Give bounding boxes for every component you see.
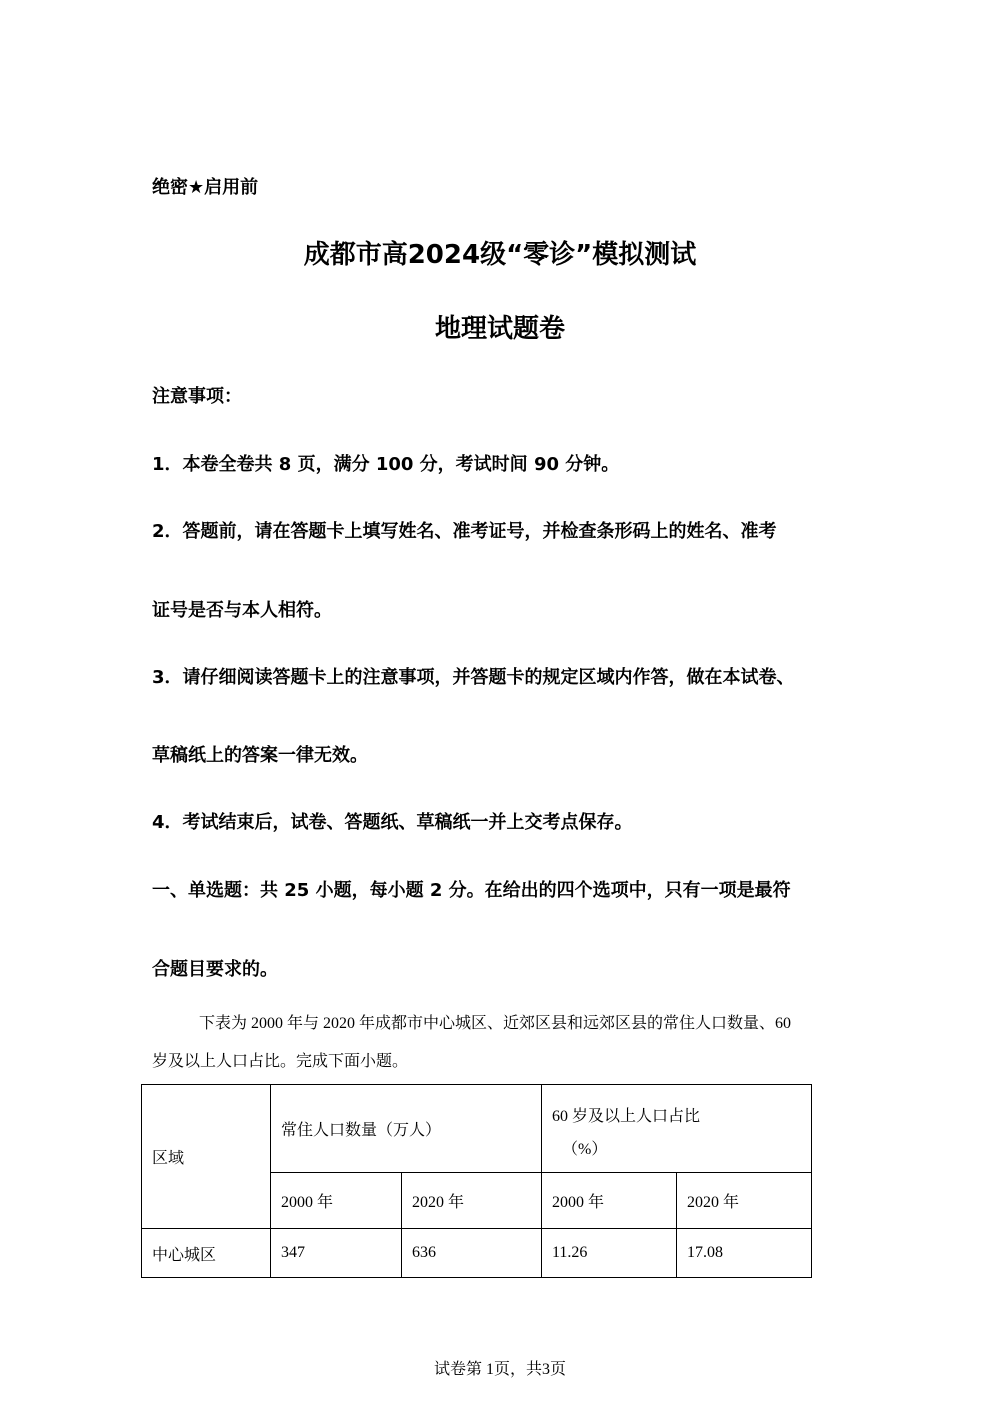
cell-pop-2000: 347 xyxy=(271,1229,402,1278)
header-elderly-share xyxy=(542,1085,812,1173)
cell-pct-2000: 11.26 xyxy=(542,1229,677,1278)
header-population: 常住人口数量（万人） xyxy=(271,1085,542,1173)
section-heading-line-2: 合题目要求的。 xyxy=(152,959,278,980)
notice-item-2-line-1: 2．答题前，请在答题卡上填写姓名、准考证号，并检查条形码上的姓名、准考 xyxy=(152,521,777,542)
notice-item-3-line-1: 3．请仔细阅读答题卡上的注意事项，并答题卡的规定区域内作答，做在本试卷、 xyxy=(152,667,795,688)
header-pct-2000: 2000 年 xyxy=(542,1173,677,1229)
confidential-label: 绝密★启用前 xyxy=(152,177,259,198)
table-row xyxy=(142,1229,812,1278)
table-header-row xyxy=(142,1085,812,1173)
exam-subtitle: 地理试题卷 xyxy=(434,314,565,344)
page-footer: 试卷第 1页，共3页 xyxy=(433,1361,566,1378)
header-pop-2020: 2020 年 xyxy=(402,1173,542,1229)
header-elderly-unit: （%） xyxy=(562,1141,608,1158)
header-elderly-label: 60 岁及以上人口占比 xyxy=(552,1108,701,1125)
notice-item-2-line-2: 证号是否与本人相符。 xyxy=(152,600,332,621)
notice-item-1: 1．本卷全卷共 8 页，满分 100 分，考试时间 90 分钟。 xyxy=(152,454,620,475)
cell-pop-2020: 636 xyxy=(402,1229,542,1278)
question-intro-line-2: 岁及以上人口占比。完成下面小题。 xyxy=(152,1053,409,1070)
cell-region: 中心城区 xyxy=(142,1229,271,1278)
section-heading-line-1: 一、单选题：共 25 小题，每小题 2 分。在给出的四个选项中，只有一项是最符 xyxy=(152,880,791,901)
header-region: 区域 xyxy=(142,1085,271,1229)
cell-pct-2020: 17.08 xyxy=(677,1229,812,1278)
notice-heading: 注意事项： xyxy=(152,386,242,407)
exam-title: 成都市高2024级“零诊”模拟测试 xyxy=(303,240,697,270)
header-pct-2020: 2020 年 xyxy=(677,1173,812,1229)
header-pop-2000: 2000 年 xyxy=(271,1173,402,1229)
question-intro-line-1: 下表为 2000 年与 2020 年成都市中心城区、近郊区县和远郊区县的常住人口数量、60 xyxy=(199,1015,792,1032)
notice-item-3-line-2: 草稿纸上的答案一律无效。 xyxy=(152,745,368,766)
population-table xyxy=(141,1084,812,1278)
notice-item-4: 4．考试结束后，试卷、答题纸、草稿纸一并上交考点保存。 xyxy=(152,812,633,833)
